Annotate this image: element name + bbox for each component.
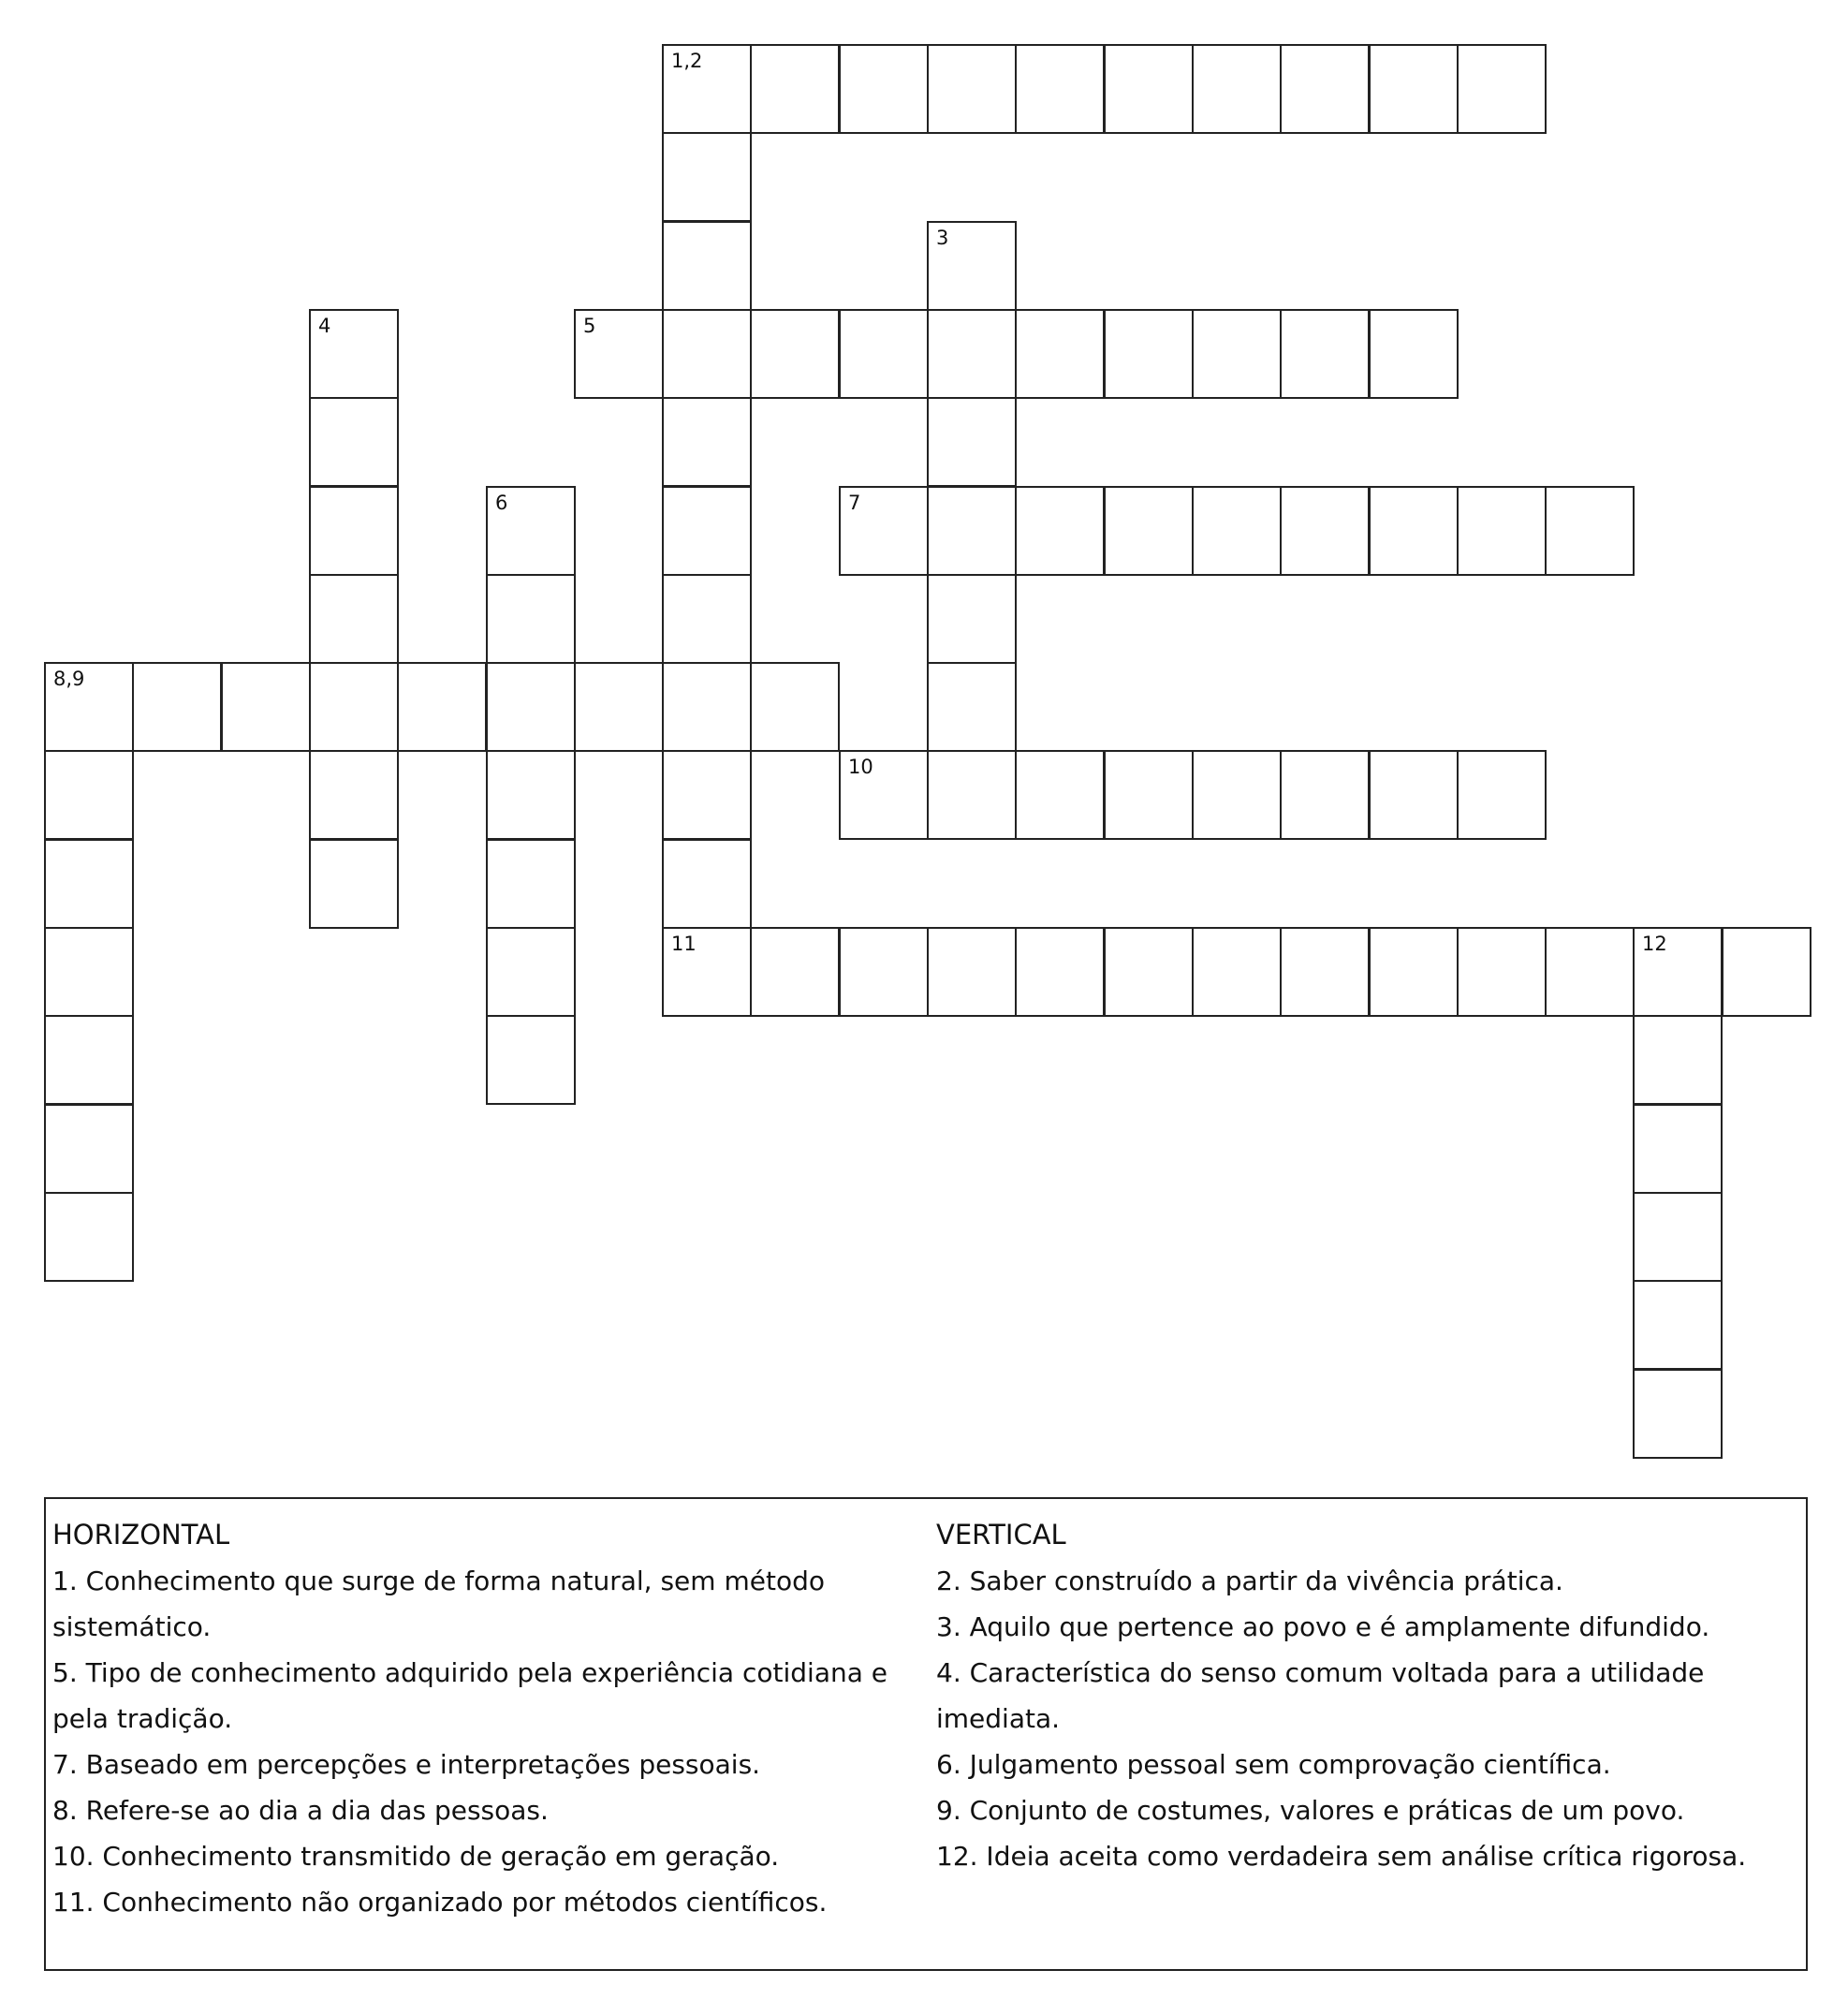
crossword-cell[interactable]	[1369, 309, 1459, 399]
crossword-cell[interactable]	[839, 486, 929, 576]
crossword-cell[interactable]	[44, 662, 134, 752]
crossword-cell[interactable]	[1280, 44, 1370, 134]
crossword-cell[interactable]	[662, 132, 752, 222]
crossword-cell[interactable]	[927, 397, 1017, 487]
crossword-cell[interactable]	[1015, 486, 1105, 576]
crossword-cell[interactable]	[486, 486, 576, 576]
crossword-cell[interactable]	[574, 309, 664, 399]
clue-vertical-9: 9. Conjunto de costumes, valores e práticas de um povo.	[936, 1795, 1685, 1826]
crossword-cell[interactable]	[662, 750, 752, 840]
crossword-cell[interactable]	[1633, 1192, 1723, 1282]
clue-horizontal-11: 11. Conhecimento não organizado por métodos científicos.	[52, 1887, 828, 1918]
crossword-cell[interactable]	[927, 486, 1017, 576]
clue-vertical-2: 2. Saber construído a partir da vivência prática.	[936, 1566, 1563, 1596]
crossword-cell[interactable]	[1015, 44, 1105, 134]
crossword-cell[interactable]	[1457, 486, 1547, 576]
crossword-cell[interactable]	[309, 397, 399, 487]
crossword-cell[interactable]	[1369, 750, 1459, 840]
clue-number: 5	[583, 315, 596, 337]
clue-number: 6	[495, 492, 508, 514]
crossword-cell[interactable]	[839, 44, 929, 134]
horizontal-heading: HORIZONTAL	[52, 1519, 230, 1551]
crossword-cell[interactable]	[1104, 927, 1194, 1017]
crossword-cell[interactable]	[839, 309, 929, 399]
crossword-cell[interactable]	[1457, 44, 1547, 134]
crossword-cell[interactable]	[44, 1192, 134, 1282]
crossword-cell[interactable]	[662, 662, 752, 752]
crossword-cell[interactable]	[1545, 927, 1635, 1017]
crossword-cell[interactable]	[839, 927, 929, 1017]
crossword-cell[interactable]	[1104, 750, 1194, 840]
crossword-cell[interactable]	[1722, 927, 1811, 1017]
crossword-cell[interactable]	[927, 574, 1017, 664]
clue-vertical-6: 6. Julgamento pessoal sem comprovação científica.	[936, 1749, 1611, 1780]
crossword-cell[interactable]	[1633, 1015, 1723, 1105]
crossword-cell[interactable]	[1192, 927, 1282, 1017]
crossword-cell[interactable]	[309, 662, 399, 752]
horizontal-clues	[52, 1512, 942, 1925]
crossword-cell[interactable]	[1280, 309, 1370, 399]
clue-number: 1,2	[671, 50, 703, 72]
clue-horizontal-10: 10. Conhecimento transmitido de geração em geração.	[52, 1841, 780, 1872]
clue-number: 10	[848, 756, 873, 778]
crossword-cell[interactable]	[1104, 486, 1194, 576]
crossword-cell[interactable]	[927, 309, 1017, 399]
clue-number: 12	[1642, 933, 1667, 955]
clue-number: 8,9	[53, 668, 85, 690]
crossword-cell[interactable]	[927, 44, 1017, 134]
crossword-cell[interactable]	[309, 574, 399, 664]
crossword-cell[interactable]	[927, 221, 1017, 311]
crossword-cell[interactable]	[486, 839, 576, 929]
crossword-cell[interactable]	[1104, 44, 1194, 134]
crossword-cell[interactable]	[44, 1015, 134, 1105]
crossword-cell[interactable]	[1280, 927, 1370, 1017]
crossword-cell[interactable]	[1280, 750, 1370, 840]
crossword-cell[interactable]	[1192, 44, 1282, 134]
crossword-cell[interactable]	[750, 662, 840, 752]
crossword-cell[interactable]	[486, 927, 576, 1017]
crossword-cell[interactable]	[927, 750, 1017, 840]
clue-horizontal-5: 5. Tipo de conhecimento adquirido pela experiência cotidiana e pela tradição.	[52, 1657, 888, 1734]
crossword-cell[interactable]	[486, 1015, 576, 1105]
crossword-cell[interactable]	[574, 662, 664, 752]
crossword-cell[interactable]	[662, 397, 752, 487]
clue-number: 11	[671, 933, 697, 955]
crossword-cell[interactable]	[662, 927, 752, 1017]
clue-vertical-4: 4. Característica do senso comum voltada para a utilidade imediata.	[936, 1657, 1705, 1734]
crossword-cell[interactable]	[927, 662, 1017, 752]
crossword-cell[interactable]	[221, 662, 311, 752]
crossword-cell[interactable]	[309, 309, 399, 399]
crossword-cell[interactable]	[662, 486, 752, 576]
crossword-cell[interactable]	[662, 574, 752, 664]
clue-number: 4	[318, 315, 331, 337]
clue-vertical-3: 3. Aquilo que pertence ao povo e é amplamente difundido.	[936, 1611, 1710, 1642]
clue-number: 3	[936, 227, 949, 249]
crossword-cell[interactable]	[1369, 486, 1459, 576]
crossword-cell[interactable]	[750, 927, 840, 1017]
crossword-cell[interactable]	[1633, 1280, 1723, 1370]
crossword-cell[interactable]	[1369, 44, 1459, 134]
crossword-cell[interactable]	[1280, 486, 1370, 576]
crossword-cell[interactable]	[1104, 309, 1194, 399]
crossword-cell[interactable]	[1457, 927, 1547, 1017]
crossword-cell[interactable]	[1192, 750, 1282, 840]
crossword-cell[interactable]	[44, 1104, 134, 1194]
clue-horizontal-8: 8. Refere-se ao dia a dia das pessoas.	[52, 1795, 549, 1826]
crossword-cell[interactable]	[662, 221, 752, 311]
crossword-cell[interactable]	[662, 309, 752, 399]
vertical-clues	[936, 1512, 1802, 1879]
crossword-cell[interactable]	[1192, 309, 1282, 399]
crossword-cell[interactable]	[1633, 927, 1723, 1017]
vertical-heading: VERTICAL	[936, 1519, 1066, 1551]
clue-number: 7	[848, 492, 861, 514]
crossword-cell[interactable]	[1369, 927, 1459, 1017]
crossword-cell[interactable]	[1015, 750, 1105, 840]
crossword-cell[interactable]	[486, 750, 576, 840]
crossword-cell[interactable]	[309, 839, 399, 929]
clue-horizontal-1: 1. Conhecimento que surge de forma natural, sem método sistemático.	[52, 1566, 825, 1642]
crossword-cell[interactable]	[927, 927, 1017, 1017]
crossword-cell[interactable]	[309, 750, 399, 840]
crossword-cell[interactable]	[44, 927, 134, 1017]
crossword-cell[interactable]	[44, 839, 134, 929]
clue-vertical-12: 12. Ideia aceita como verdadeira sem análise crítica rigorosa.	[936, 1841, 1747, 1872]
crossword-cell[interactable]	[132, 662, 222, 752]
crossword-cell[interactable]	[486, 662, 576, 752]
crossword-cell[interactable]	[1545, 486, 1635, 576]
crossword-cell[interactable]	[662, 839, 752, 929]
crossword-cell[interactable]	[750, 44, 840, 134]
clue-horizontal-7: 7. Baseado em percepções e interpretações pessoais.	[52, 1749, 761, 1780]
crossword-cell[interactable]	[44, 750, 134, 840]
crossword-cell[interactable]	[750, 309, 840, 399]
crossword-cell[interactable]	[839, 750, 929, 840]
crossword-cell[interactable]	[1015, 309, 1105, 399]
crossword-cell[interactable]	[1457, 750, 1547, 840]
crossword-cell[interactable]	[1015, 927, 1105, 1017]
crossword-cell[interactable]	[1192, 486, 1282, 576]
crossword-cell[interactable]	[397, 662, 487, 752]
crossword-cell[interactable]	[486, 574, 576, 664]
crossword-cell[interactable]	[309, 486, 399, 576]
crossword-cell[interactable]	[1633, 1104, 1723, 1194]
crossword-cell[interactable]	[1633, 1369, 1723, 1459]
clues-box	[44, 1497, 1808, 1971]
crossword-cell[interactable]	[662, 44, 752, 134]
